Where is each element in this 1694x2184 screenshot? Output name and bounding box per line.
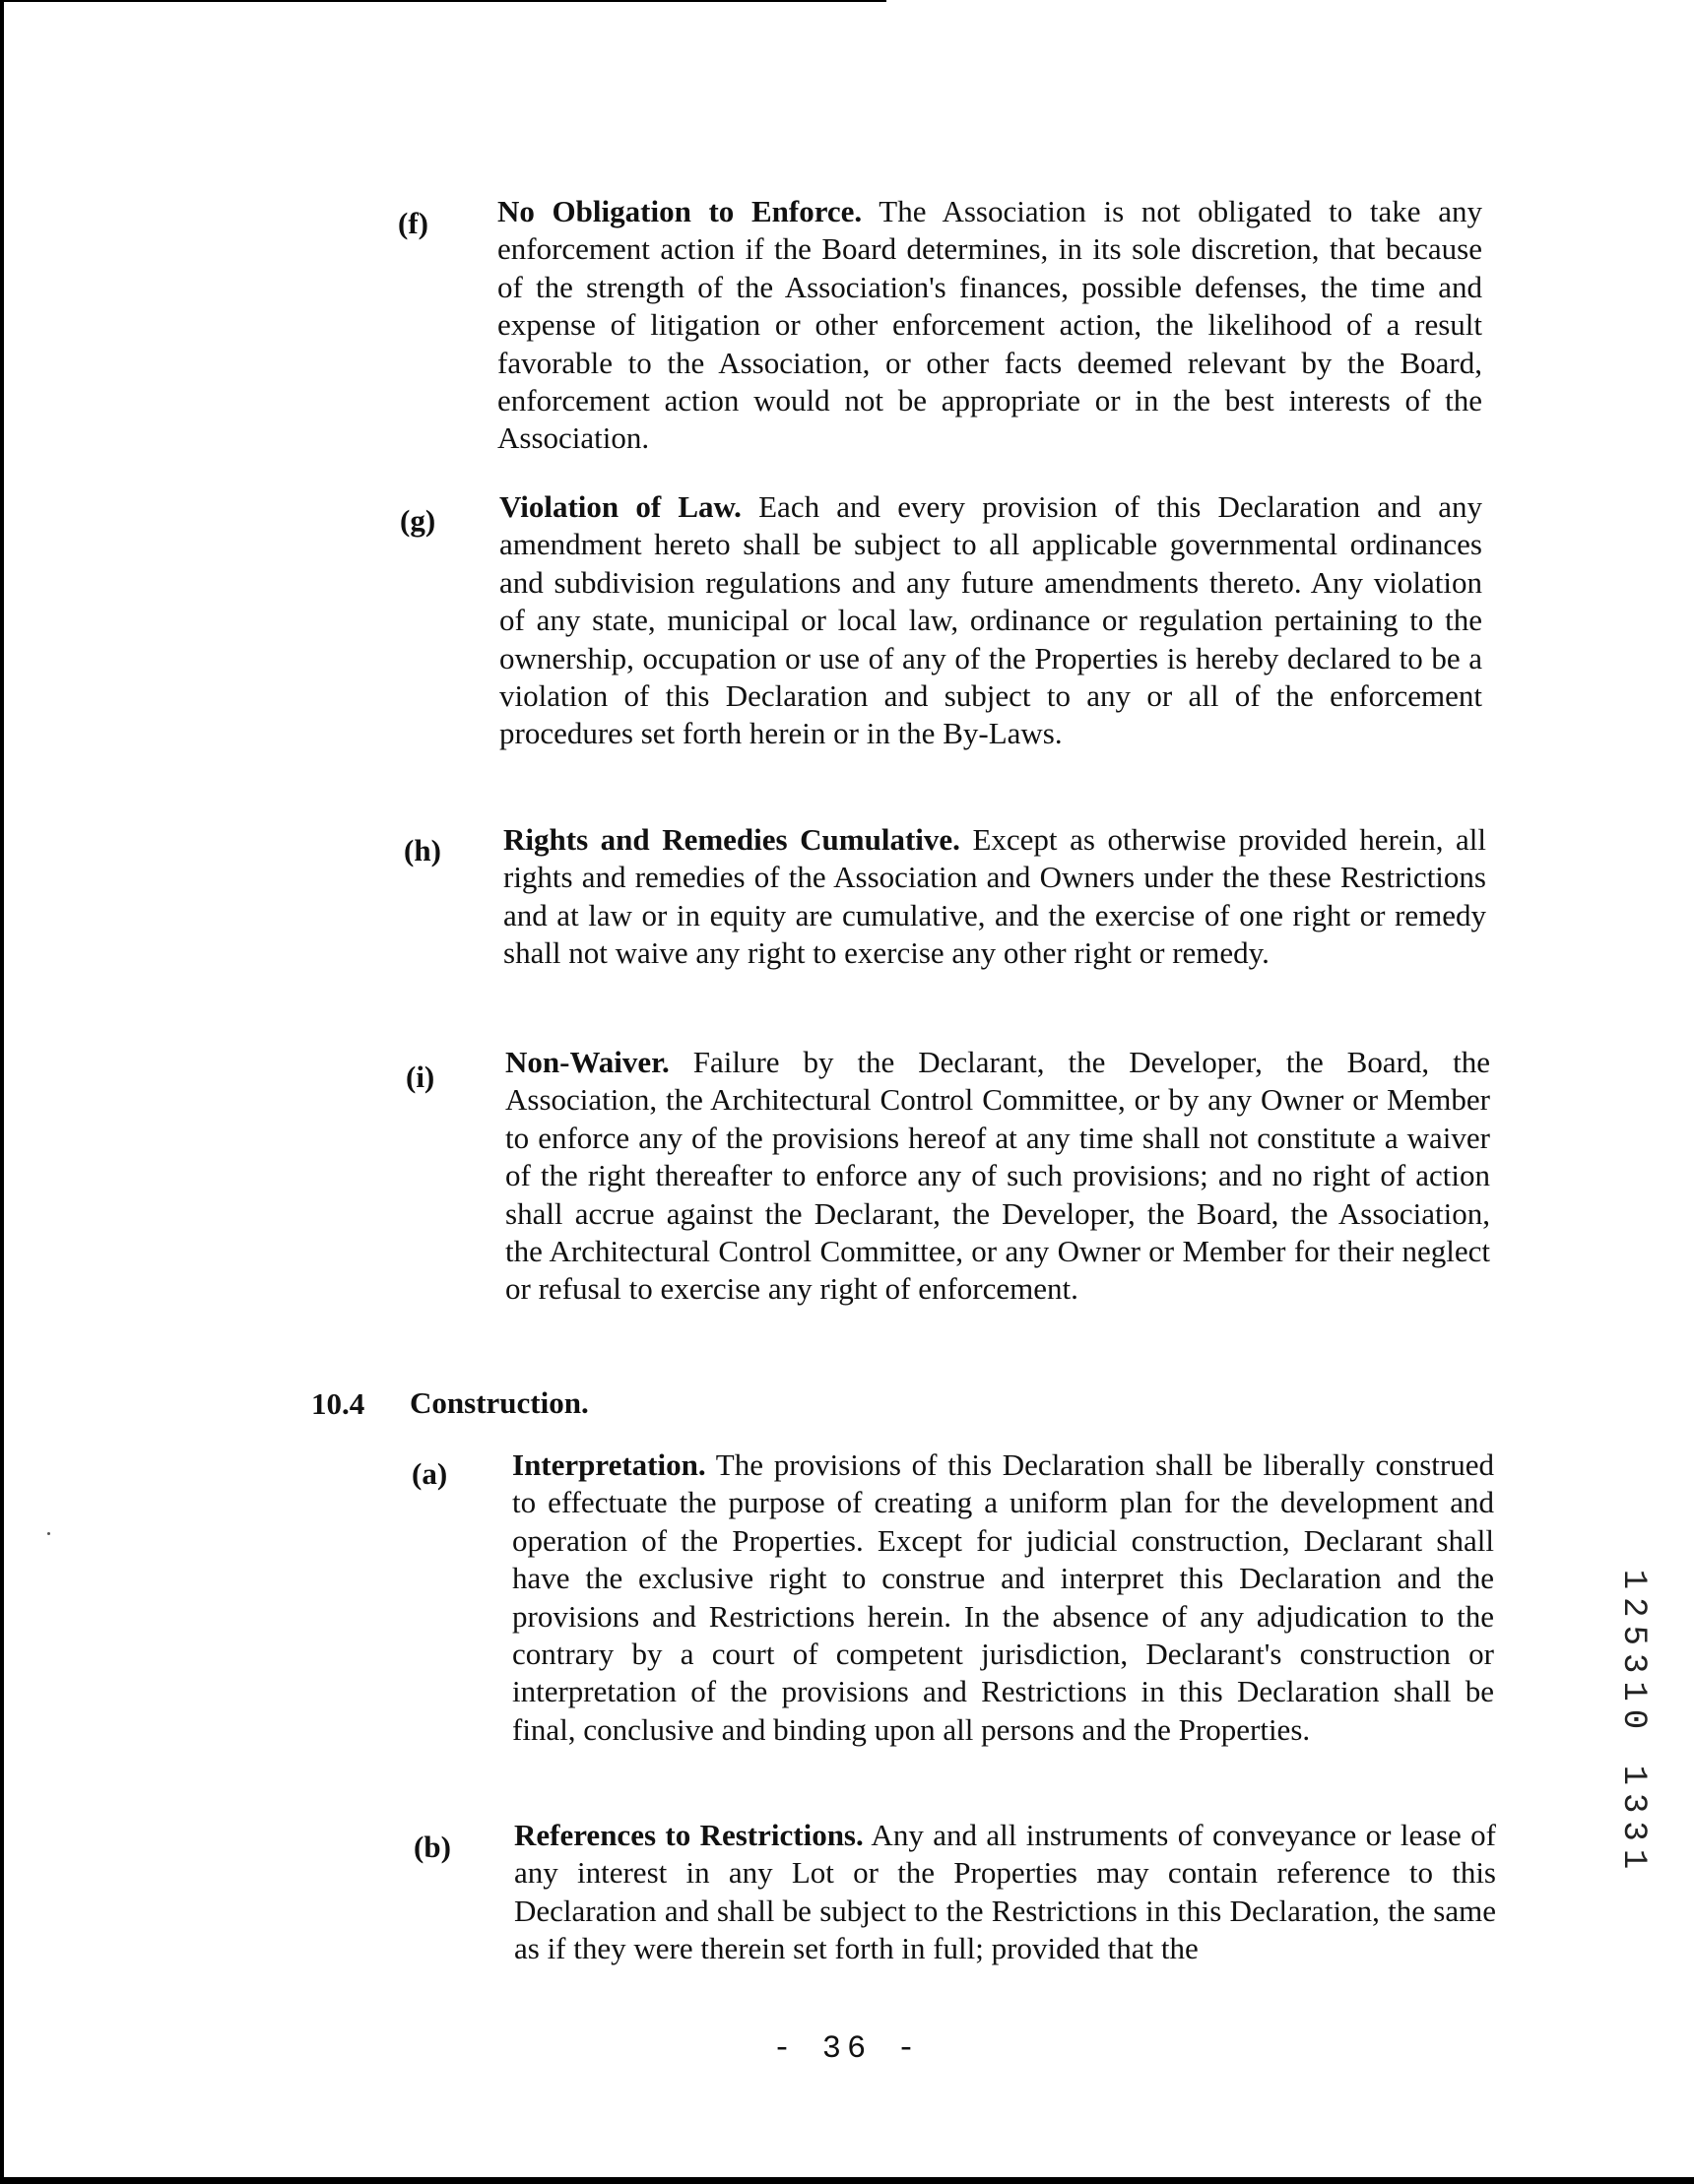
item-label-b: (b) <box>414 1830 451 1864</box>
page-number: - 36 - <box>772 2030 922 2067</box>
item-paragraph-h <box>503 821 1486 973</box>
item-label-f: (f) <box>398 206 428 240</box>
item-text-f: The Association is not obligated to take any enforcement action if the Board determines, in its sole discretion, that because of the strength of the Association's finances, possible defenses, the time and expense of litigation or other enforcement action, the likelihood of a result favorable to the Association, or other facts deemed relevant by the Board, enforcement action would not be appropriate or in the best interests of the Association. <box>497 194 1482 456</box>
scan-border-top <box>0 0 886 2</box>
scan-border-left <box>0 0 4 2184</box>
section-title: Construction. <box>410 1385 589 1420</box>
item-title-g: Violation of Law. <box>499 489 742 524</box>
item-text-a: The provisions of this Declaration shall be liberally construed to effectuate the purpose of creating a uniform plan for the development and operation of the Properties. Except for judicial construction, Declarant shall have the exclusive right to construe and interpret this Declaration and the provisions and Restrictions herein. In the absence of any adjudication to the contrary by a court of competent jurisdiction, Declarant's construction or interpretation of the provisions and Restrictions in this Declaration shall be final, conclusive and binding upon all persons and the Properties. <box>512 1447 1494 1747</box>
item-label-h: (h) <box>404 833 441 867</box>
item-text-h: Except as otherwise provided herein, all rights and remedies of the Association and Owners under the these Restrictions and at law or in equity are cumulative, and the exercise of one right or remedy shall not waive any right to exercise any other right or remedy. <box>503 822 1487 971</box>
item-title-f: No Obligation to Enforce. <box>497 194 863 228</box>
scan-speck <box>47 1532 50 1535</box>
item-paragraph-i <box>505 1044 1490 1309</box>
item-title-b: References to Restrictions. <box>514 1818 864 1852</box>
item-label-a: (a) <box>412 1456 448 1491</box>
item-text-g: Each and every provision of this Declaration and any amendment hereto shall be subject to all applicable governmental ordinances and subdivision regulations and any future amendments thereto. Any violation of any state, municipal or local law, ordinance or regulation pertaining to the ownership, occupation or use of any of the Properties is hereby declared to be a violation of this Declaration and subject to any or all of the enforcement procedures set forth herein or in the By-Laws. <box>499 489 1482 751</box>
item-title-i: Non-Waiver. <box>505 1045 670 1079</box>
item-title-a: Interpretation. <box>512 1447 706 1482</box>
item-paragraph-f <box>497 193 1482 458</box>
item-paragraph-b <box>514 1817 1496 1968</box>
item-text-b: Any and all instruments of conveyance or lease of any interest in any Lot or the Properties may contain reference to this Declaration and shall be subject to the Restrictions in this Declaration, the same as if they were therein set forth in full; provided that the <box>514 1818 1496 1966</box>
stamp-text: 125310 1331 <box>1614 1569 1652 1878</box>
item-label-g: (g) <box>400 503 436 538</box>
scan-border-bottom <box>0 2177 1694 2184</box>
item-label-i: (i) <box>406 1060 435 1094</box>
section-number: 10.4 <box>311 1386 365 1421</box>
item-title-h: Rights and Remedies Cumulative. <box>503 822 960 857</box>
document-stamp <box>1607 1569 1659 1878</box>
item-paragraph-a <box>512 1446 1494 1749</box>
item-text-i: Failure by the Declarant, the Developer, the Board, the Association, the Architectural Control Committee, or by any Owner or Member to enforce any of the provisions hereof at any time shall not constitute a waiver of the right thereafter to enforce any of such provisions; and no right of action shall accrue against the Declarant, the Developer, the Board, the Association, the Architectural Control Committee, or any Owner or Member for their neglect or refusal to exercise any right of enforcement. <box>505 1045 1490 1307</box>
item-paragraph-g <box>499 488 1482 753</box>
